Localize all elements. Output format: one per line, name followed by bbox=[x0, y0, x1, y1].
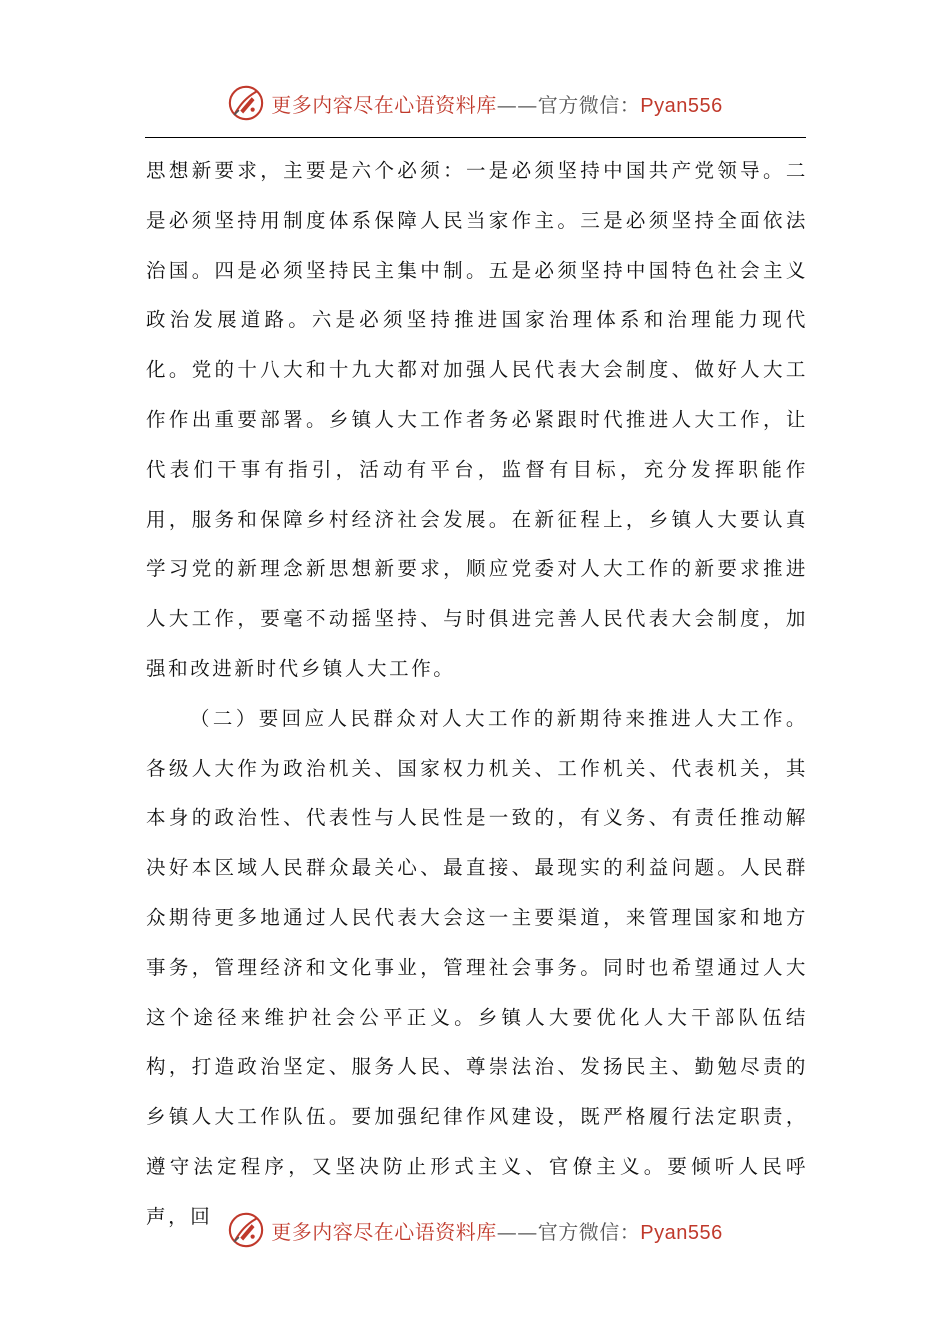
header-divider bbox=[145, 137, 806, 138]
footer-wechat-id: Pyan556 bbox=[640, 1221, 723, 1244]
page-footer bbox=[0, 1205, 950, 1255]
body-paragraph-1: 思想新要求，主要是六个必须：一是必须坚持中国共产党领导。二是必须坚持用制度体系保障人民当家作主。三是必须坚持全面依法治国。四是必须坚持民主集中制。五是必须坚持中国特色社会主义政治发展道路。六是必须坚持推进国家治理体系和治理能力现代化。党的十八大和十九大都对加强人民代表大会制度、做好人大工作作出重要部署。乡镇人大工作者务必紧跟时代推进人大工作，让代表们干事有指引，活动有平台，监督有目标，充分发挥职能作用，服务和保障乡村经济社会发展。在新征程上，乡镇人大要认真学习党的新理念新思想新要求，顺应党委对人大工作的新要求推进人大工作，要毫不动摇坚持、与时俱进完善人民代表大会制度，加强和改进新时代乡镇人大工作。 bbox=[146, 159, 808, 680]
body-paragraph-2: （二）要回应人民群众对人大工作的新期待来推进人大工作。各级人大作为政治机关、国家权力机关、工作机关、代表机关，其本身的政治性、代表性与人民性是一致的，有义务、有责任推动解决好本区域人民群众最关心、最直接、最现实的利益问题。人民群众期待更多地通过人民代表大会这一主要渠道，来管理国家和地方事务，管理经济和文化事业，管理社会事务。同时也希望通过人大这个途径来维护社会公平正义。乡镇人大要优化人大干部队伍结构，打造政治坚定、服务人民、尊崇法治、发扬民主、勤勉尽责的乡镇人大工作队伍。要加强纪律作风建设，既严格履行法定职责，遵守法定程序，又坚决防止形式主义、官僚主义。要倾听人民呼声，回 bbox=[146, 706, 808, 1228]
page-header bbox=[0, 78, 950, 128]
header-wechat-id: Pyan556 bbox=[640, 94, 723, 117]
footer-separator: —— bbox=[496, 1219, 538, 1244]
footer-banner bbox=[227, 1211, 722, 1249]
header-banner bbox=[227, 84, 722, 122]
footer-wechat-label: 官方微信： bbox=[537, 1219, 641, 1244]
document-body bbox=[146, 146, 808, 1242]
header-text bbox=[271, 89, 722, 118]
footer-text bbox=[271, 1216, 722, 1245]
header-wechat-label: 官方微信： bbox=[537, 92, 641, 117]
header-separator: —— bbox=[496, 92, 538, 117]
footer-brand-text: 更多内容尽在心语资料库 bbox=[271, 1219, 497, 1244]
header-brand-text: 更多内容尽在心语资料库 bbox=[271, 92, 497, 117]
brand-logo-icon bbox=[227, 84, 265, 122]
brand-logo-icon bbox=[227, 1211, 265, 1249]
